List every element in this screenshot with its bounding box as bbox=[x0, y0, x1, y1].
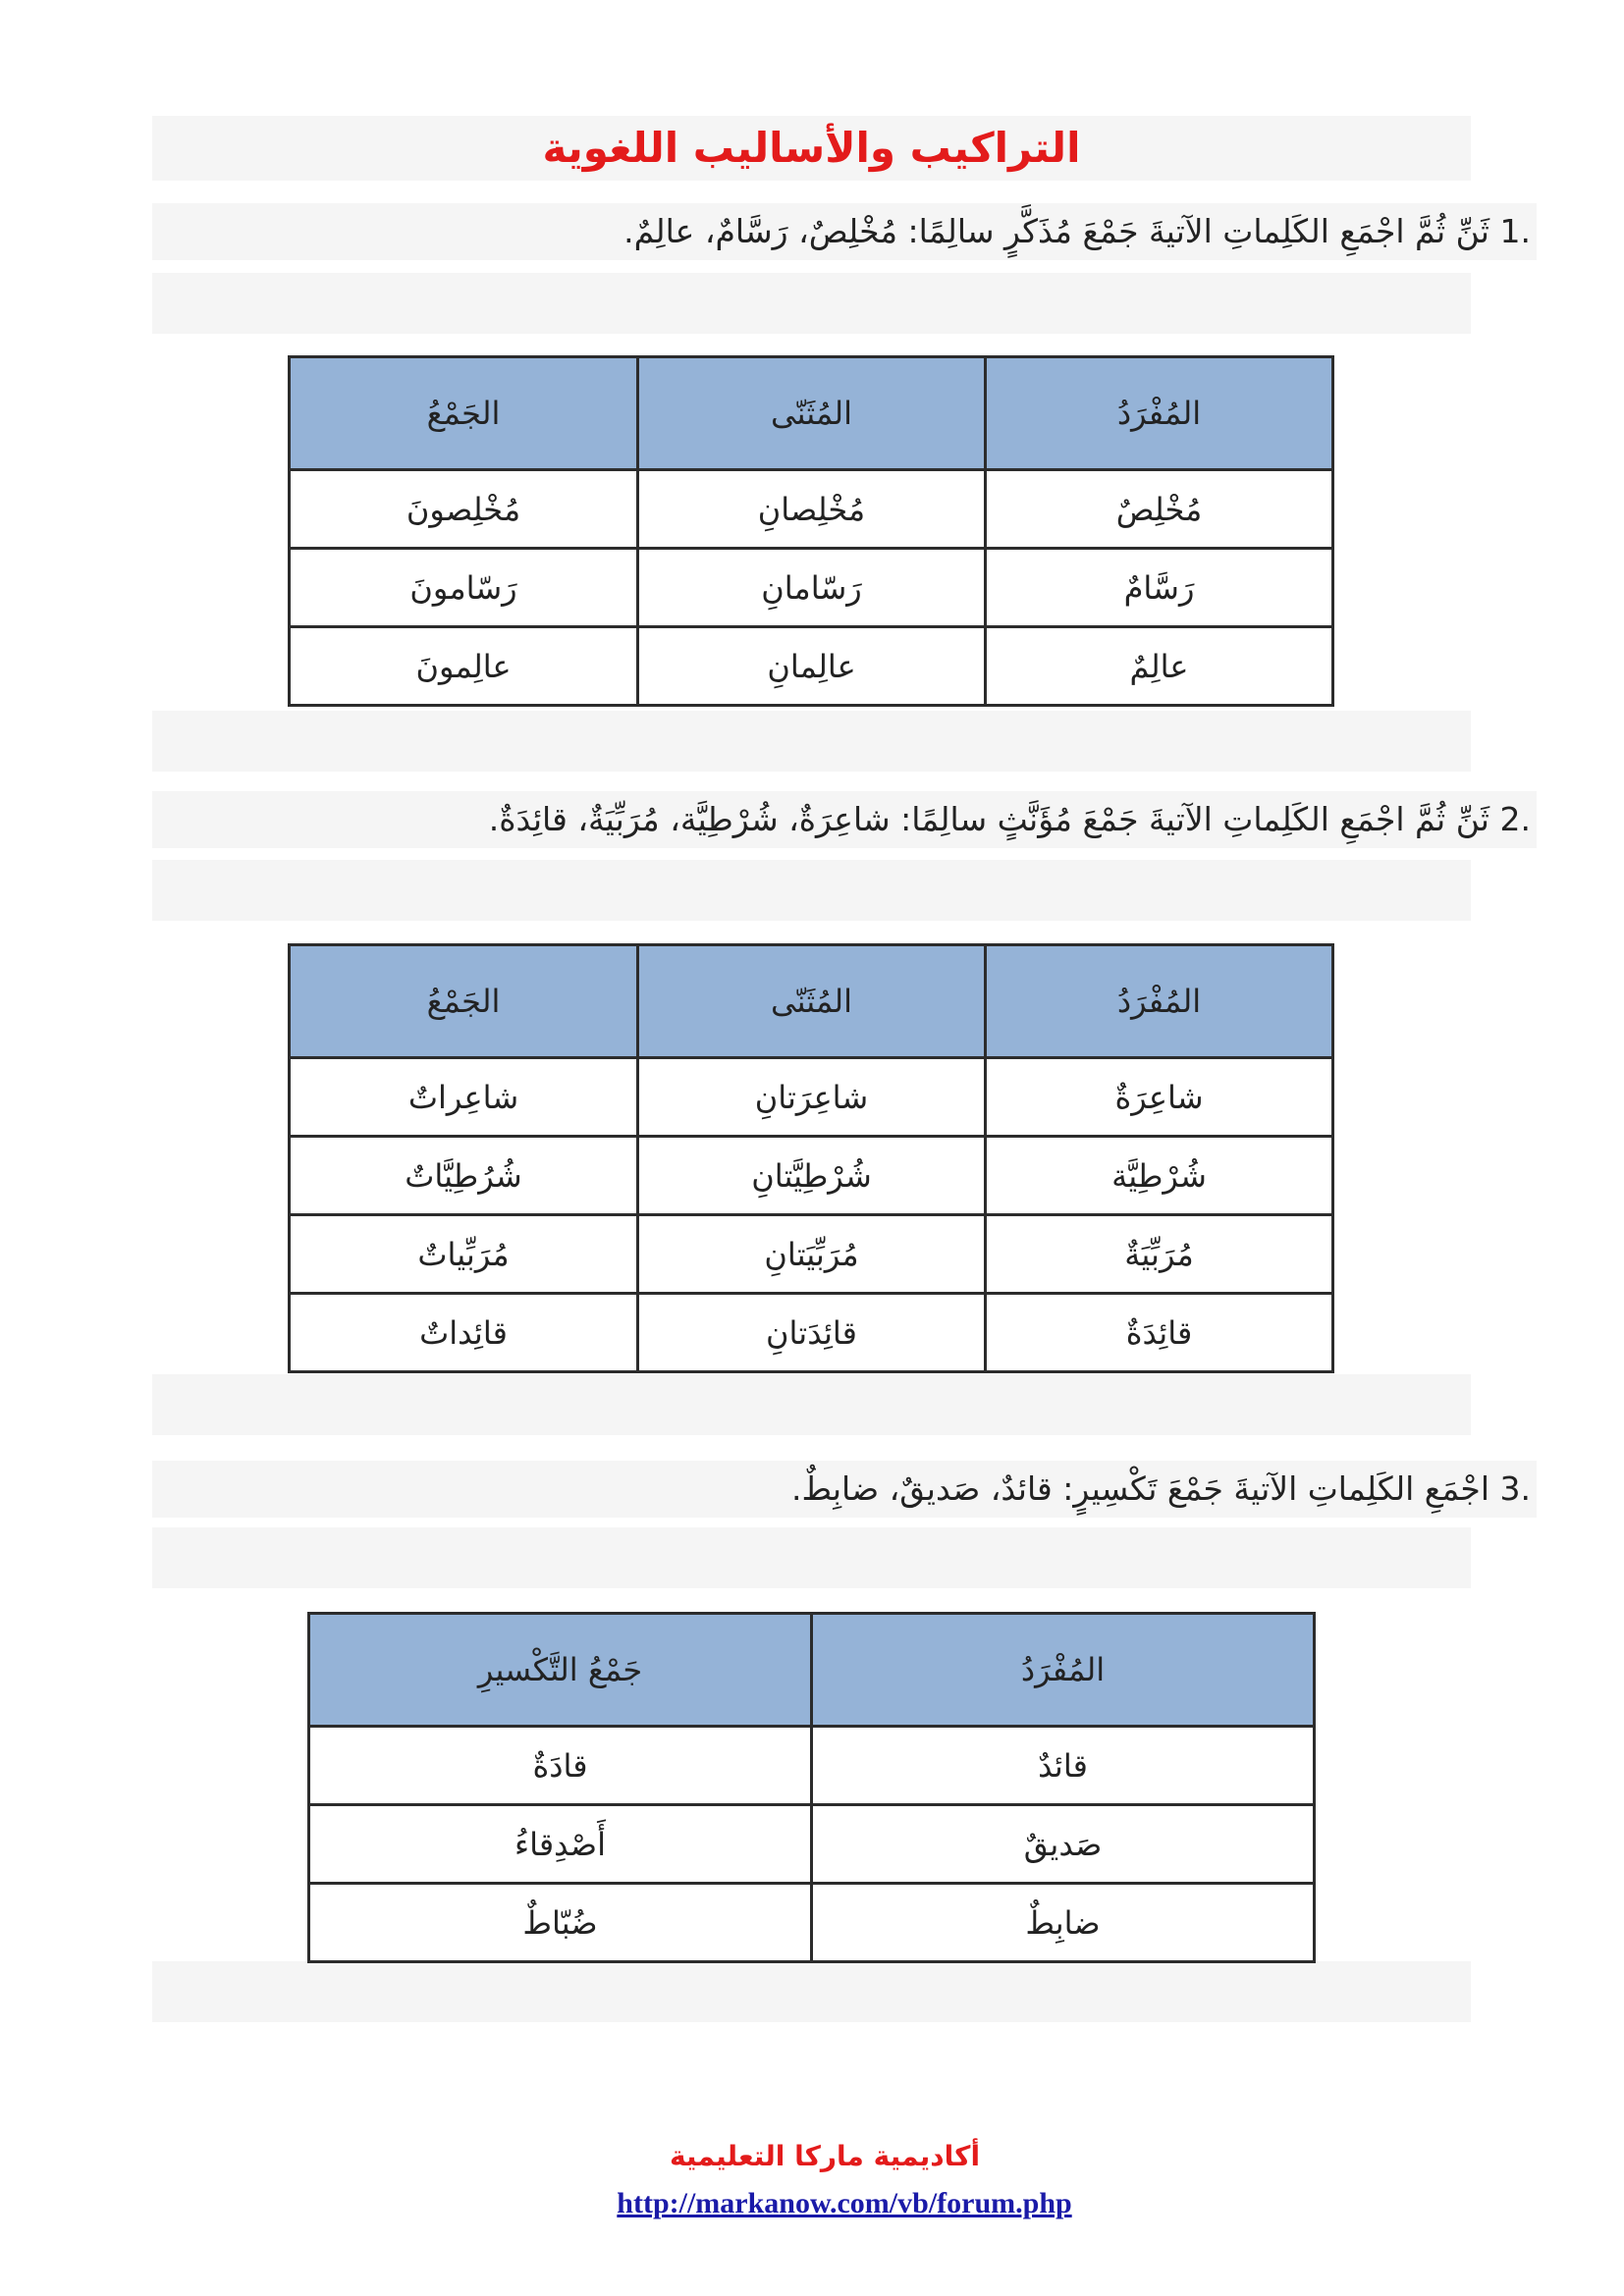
header-plural: الجَمْعُ bbox=[290, 945, 638, 1058]
table-row bbox=[290, 1215, 1333, 1294]
background-band bbox=[152, 711, 1471, 772]
cell-dual: شاعِرَتانِ bbox=[638, 1058, 986, 1137]
cell-singular: عالِمٌ bbox=[986, 627, 1333, 706]
question-text: ثَنِّ ثُمَّ اجْمَعِ الكَلِماتِ الآتيةَ جَمْعَ مُذَكَّرٍ سالِمًا: مُخْلِصٌ، رَسَّامٌ، عالِمٌ. bbox=[623, 212, 1489, 250]
table-row bbox=[290, 470, 1333, 549]
background-band bbox=[152, 273, 1471, 334]
cell-dual: قائِدَتانِ bbox=[638, 1294, 986, 1372]
header-dual: المُثَنّى bbox=[638, 357, 986, 470]
table-row bbox=[309, 1727, 1315, 1805]
footer-academy-name: أكاديمية ماركا التعليمية bbox=[669, 2140, 981, 2172]
question-3 bbox=[152, 1461, 1537, 1518]
question-number: 3. bbox=[1499, 1469, 1531, 1508]
table-1 bbox=[288, 355, 1334, 707]
cell-plural: شُرُطِيَّاتٌ bbox=[290, 1137, 638, 1215]
table-row bbox=[290, 627, 1333, 706]
cell-singular: قائدٌ bbox=[812, 1727, 1315, 1805]
cell-singular: مُخْلِصٌ bbox=[986, 470, 1333, 549]
cell-plural: مُخْلِصونَ bbox=[290, 470, 638, 549]
cell-singular: ضابِطٌ bbox=[812, 1884, 1315, 1962]
question-text: اجْمَعِ الكَلِماتِ الآتيةَ جَمْعَ تَكْسِيرٍ: قائدٌ، صَديقٌ، ضابِطٌ. bbox=[791, 1469, 1489, 1508]
background-band bbox=[152, 860, 1471, 921]
background-band bbox=[152, 1374, 1471, 1435]
table-row bbox=[290, 549, 1333, 627]
header-dual: المُثَنّى bbox=[638, 945, 986, 1058]
header-broken-plural: جَمْعُ التَّكْسيرِ bbox=[309, 1614, 812, 1727]
cell-plural: شاعِراتٌ bbox=[290, 1058, 638, 1137]
question-number: 1. bbox=[1499, 212, 1531, 250]
cell-plural: عالِمونَ bbox=[290, 627, 638, 706]
footer-link[interactable]: http://markanow.com/vb/forum.php bbox=[617, 2187, 1072, 2219]
cell-broken-plural: ضُبّاطٌ bbox=[309, 1884, 812, 1962]
cell-plural: قائِداتٌ bbox=[290, 1294, 638, 1372]
table-header-row bbox=[290, 945, 1333, 1058]
cell-dual: رَسّامانِ bbox=[638, 549, 986, 627]
question-2 bbox=[152, 791, 1537, 848]
header-plural: الجَمْعُ bbox=[290, 357, 638, 470]
cell-plural: مُرَبِّياتٌ bbox=[290, 1215, 638, 1294]
table-header-row bbox=[309, 1614, 1315, 1727]
background-band bbox=[152, 1527, 1471, 1588]
cell-singular: رَسَّامٌ bbox=[986, 549, 1333, 627]
table-row bbox=[290, 1058, 1333, 1137]
cell-broken-plural: قادَةٌ bbox=[309, 1727, 812, 1805]
cell-singular: صَديقٌ bbox=[812, 1805, 1315, 1884]
cell-dual: شُرْطِيَّتانِ bbox=[638, 1137, 986, 1215]
cell-broken-plural: أَصْدِقاءُ bbox=[309, 1805, 812, 1884]
page-title: التراكيب والأساليب اللغوية bbox=[542, 124, 1081, 172]
cell-singular: شُرْطِيَّة bbox=[986, 1137, 1333, 1215]
header-singular: المُفْرَدُ bbox=[986, 357, 1333, 470]
table-3 bbox=[307, 1612, 1316, 1963]
table-2 bbox=[288, 943, 1334, 1373]
table-row bbox=[309, 1884, 1315, 1962]
header-singular: المُفْرَدُ bbox=[812, 1614, 1315, 1727]
cell-plural: رَسّامونَ bbox=[290, 549, 638, 627]
cell-dual: مُرَبِّيَتانِ bbox=[638, 1215, 986, 1294]
question-text: ثَنِّ ثُمَّ اجْمَعِ الكَلِماتِ الآتيةَ جَمْعَ مُؤَنَّثٍ سالِمًا: شاعِرَةٌ، شُرْطِيَّة، مُرَبِّيَةٌ، قائِدَةٌ. bbox=[488, 800, 1489, 838]
cell-singular: شاعِرَةٌ bbox=[986, 1058, 1333, 1137]
table-row bbox=[290, 1294, 1333, 1372]
background-band bbox=[152, 1961, 1471, 2022]
header-singular: المُفْرَدُ bbox=[986, 945, 1333, 1058]
table-row bbox=[290, 1137, 1333, 1215]
cell-singular: قائِدَةٌ bbox=[986, 1294, 1333, 1372]
cell-singular: مُرَبِّيَةٌ bbox=[986, 1215, 1333, 1294]
question-1 bbox=[152, 203, 1537, 260]
table-row bbox=[309, 1805, 1315, 1884]
cell-dual: مُخْلِصانِ bbox=[638, 470, 986, 549]
cell-dual: عالِمانِ bbox=[638, 627, 986, 706]
question-number: 2. bbox=[1499, 800, 1531, 838]
table-header-row bbox=[290, 357, 1333, 470]
